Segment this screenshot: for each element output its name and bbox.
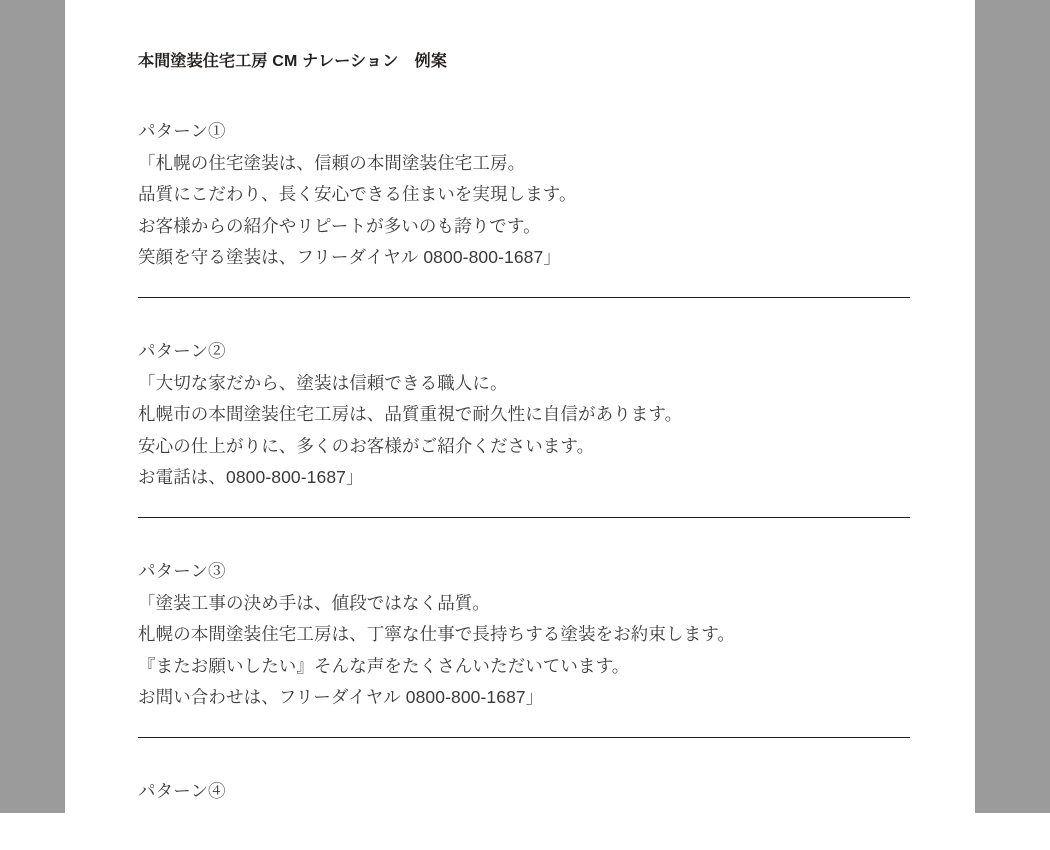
document-title: 本間塗装住宅工房 CM ナレーション 例案: [138, 53, 448, 70]
narration-section-1: [138, 116, 910, 274]
narration-section-2: [138, 336, 910, 494]
script-line: 札幌市の本間塗装住宅工房は、品質重視で耐久性に自信があります。: [138, 404, 683, 425]
section-header: パターン③: [138, 560, 226, 581]
section-header: パターン④: [138, 780, 226, 801]
document-page: [138, 0, 910, 808]
script-line: お電話は、0800-800-1687」: [138, 467, 364, 488]
left-margin-bar: [0, 0, 65, 813]
script-line: 『またお願いしたい』そんな声をたくさんいただいています。: [138, 655, 630, 676]
section-header: パターン②: [138, 340, 226, 361]
script-line: 笑顔を守る塗装は、フリーダイヤル 0800-800-1687」: [138, 247, 561, 268]
script-line: お客様からの紹介やリピートが多いのも誇りです。: [138, 215, 541, 236]
narration-section-3: [138, 556, 910, 714]
section-divider: [138, 737, 910, 738]
right-margin-bar: [975, 0, 1050, 813]
section-header: パターン①: [138, 121, 226, 141]
script-line: お問い合わせは、フリーダイヤル 0800-800-1687」: [138, 687, 544, 708]
script-line: 「札幌の住宅塗装は、信頼の本間塗装住宅工房。: [138, 152, 526, 173]
script-line: 「塗装工事の決め手は、値段ではなく品質。: [138, 592, 490, 613]
script-line: 「大切な家だから、塗装は信頼できる職人に。: [138, 372, 508, 393]
script-line: 安心の仕上がりに、多くのお客様がご紹介くださいます。: [138, 435, 595, 456]
section-divider: [138, 517, 910, 518]
narration-section-4: [138, 776, 910, 808]
section-divider: [138, 297, 910, 298]
script-line: 札幌の本間塗装住宅工房は、丁寧な仕事で長持ちする塗装をお約束します。: [138, 624, 735, 645]
script-line: 品質にこだわり、長く安心できる住まいを実現します。: [138, 184, 577, 205]
